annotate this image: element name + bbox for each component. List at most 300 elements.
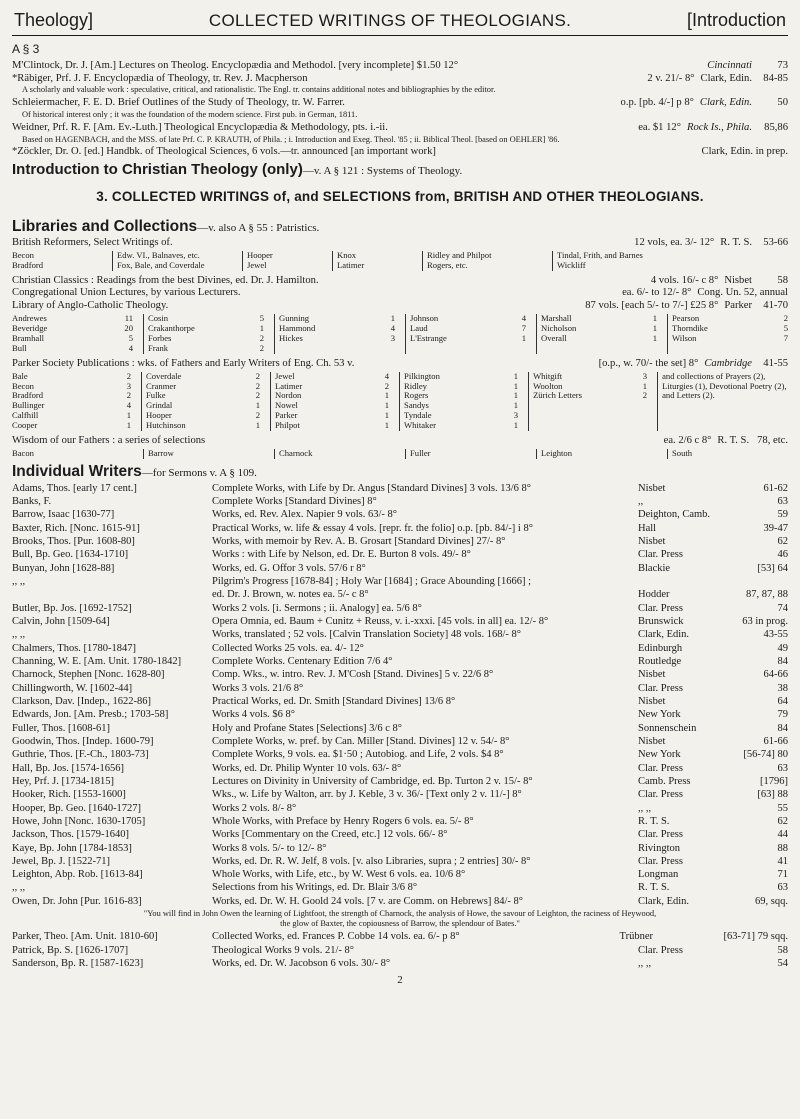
author-works bbox=[212, 642, 788, 655]
volume-name: Nordon bbox=[275, 390, 302, 401]
works-page: 59 bbox=[777, 509, 788, 521]
volume-name: Hooper bbox=[146, 410, 172, 421]
entry-publisher: Cambridge bbox=[704, 357, 752, 369]
volume-count: 11 bbox=[124, 313, 133, 324]
works-description: Works, ed. G. Offor 3 vols. 57/6 r 8° bbox=[212, 562, 366, 574]
volume-name: Philpot bbox=[275, 420, 300, 431]
volume-name: Beveridge bbox=[12, 323, 48, 334]
entry-body: Weidner, Prf. R. F. [Am. Ev.-Luth.] Theological Encyclopædia & Methodology, pts. i.-ii. bbox=[12, 121, 388, 133]
volume-count: 4 bbox=[521, 313, 526, 324]
anglo-catholic-volumes bbox=[12, 314, 788, 354]
running-header bbox=[12, 10, 788, 35]
author-name: Chalmers, Thos. [1780-1847] bbox=[12, 642, 137, 654]
volume-item bbox=[12, 344, 133, 354]
entry-publisher: Clark, Edin. bbox=[700, 72, 752, 84]
works-description: Works, ed. Dr. W. H. Goold 24 vols. [7 v. are Comm. on Hebrews] 84/- 8° bbox=[212, 895, 523, 907]
volume-name: Forbes bbox=[148, 333, 172, 344]
owen-quote bbox=[12, 909, 788, 928]
entry-publisher: Nisbet bbox=[724, 274, 752, 286]
works-description: Works 3 vols. 21/6 8° bbox=[212, 682, 304, 694]
volume-name: Whitgift bbox=[533, 370, 563, 381]
works-publisher: R. T. S. bbox=[638, 815, 670, 827]
author-name: Guthrie, Thos. [F.-Ch., 1803-73] bbox=[12, 749, 149, 761]
volume-name: Bull bbox=[12, 342, 27, 353]
works-page: 63 bbox=[777, 762, 788, 774]
works-description: Works 8 vols. 5/- to 12/- 8° bbox=[212, 842, 327, 854]
author-name: Calvin, John [1509-64] bbox=[12, 615, 110, 627]
works-description: Opera Omnia, ed. Baum + Cunitz + Reuss, v. i.-xxxi. [45 vols. in all] ea. 12/- 8° bbox=[212, 615, 549, 627]
volume-name: Whitaker bbox=[404, 420, 437, 431]
volume-item: Knox bbox=[337, 249, 357, 260]
works-description: Holy and Profane States [Selections] 3/6 c 8° bbox=[212, 722, 402, 734]
works-publisher bbox=[638, 575, 742, 588]
volume-count: 4 bbox=[390, 323, 395, 334]
works-description: Works 2 vols. [i. Sermons ; ii. Analogy] ea. 5/6 8° bbox=[212, 602, 422, 614]
works-publisher: Clar. Press bbox=[638, 602, 683, 614]
british-reformers-volumes bbox=[12, 251, 788, 271]
author-works bbox=[212, 944, 788, 957]
author-works bbox=[212, 802, 788, 815]
parker-society-entry bbox=[12, 358, 788, 371]
volume-count: 1 bbox=[255, 420, 261, 431]
volume-name: Andrewes bbox=[12, 313, 47, 324]
author-name: Chillingworth, W. [1602-44] bbox=[12, 682, 133, 694]
volume-item bbox=[533, 391, 647, 401]
entry bbox=[12, 97, 788, 110]
entry bbox=[12, 146, 788, 159]
volume-count: 1 bbox=[652, 313, 657, 324]
author-works bbox=[212, 588, 788, 601]
volume-column bbox=[528, 372, 647, 431]
volume-name: Parker bbox=[275, 410, 298, 421]
works-description: Wks., w. Life by Walton, arr. by J. Keble, 3 v. 36/- [Text only 2 v. 11/-] 8° bbox=[212, 789, 522, 801]
volume-count: 2 bbox=[255, 370, 261, 381]
volume-name: Sandys bbox=[404, 400, 429, 411]
works-page: [53] 64 bbox=[757, 562, 788, 574]
works-page: 64 bbox=[777, 695, 788, 707]
volume-name: Calfhill bbox=[12, 410, 39, 421]
volume-name: Crakanthorpe bbox=[148, 323, 195, 334]
author-works bbox=[212, 775, 788, 788]
author-works bbox=[212, 615, 788, 628]
volume-count: 3 bbox=[126, 380, 132, 391]
section-3-title: 3. COLLECTED WRITINGS of, and SELECTIONS from, BRITISH AND OTHER THEOLOGIANS. bbox=[96, 189, 704, 205]
author-name bbox=[12, 588, 212, 601]
volume-name: Bullinger bbox=[12, 400, 45, 411]
works-page: 88 bbox=[777, 842, 788, 854]
author-works bbox=[212, 535, 788, 548]
entry-note: Based on HAGENBACH, and the MSS. of late Prf. C. P. KRAUTH, of Phila. ; i. Introduction and Exeg. Theol. '85 ; ii. Biblical Theol. [based on OEHLER] '86. bbox=[22, 134, 560, 144]
works-page: 55 bbox=[777, 802, 788, 814]
works-description: ed. Dr. J. Brown, w. notes ea. 5/- c 8° bbox=[212, 589, 369, 601]
volume-count: 1 bbox=[126, 410, 132, 421]
author-works bbox=[212, 855, 788, 868]
volume-count: 4 bbox=[126, 400, 132, 411]
volume-name: Zürich Letters bbox=[533, 390, 582, 401]
works-description: Works, ed. Dr. W. Jacobson 6 vols. 30/- 8° bbox=[212, 958, 391, 970]
entry-page: 50 bbox=[777, 97, 788, 109]
volume-name: Nowel bbox=[275, 400, 298, 411]
volume-name: Coverdale bbox=[146, 370, 182, 381]
volume-count: 1 bbox=[642, 380, 648, 391]
author-name: Hooker, Rich. [1553-1600] bbox=[12, 789, 126, 801]
volume-count: 5 bbox=[783, 323, 788, 334]
author-name: Patrick, Bp. S. [1626-1707] bbox=[12, 944, 129, 956]
author-works bbox=[212, 495, 788, 508]
volume-name: Fulke bbox=[146, 390, 166, 401]
volume-name: Ridley bbox=[404, 380, 427, 391]
entry-publisher: Parker bbox=[724, 300, 752, 312]
author-name: ,, ,, bbox=[12, 882, 26, 894]
volume-count: 2 bbox=[783, 313, 788, 324]
author-name: Charnock, Stephen [Nonc. 1628-80] bbox=[12, 669, 165, 681]
volume-item: Barrow bbox=[143, 449, 264, 459]
anglo-catholic-entry bbox=[12, 300, 788, 313]
author-works bbox=[212, 682, 788, 695]
works-page bbox=[742, 575, 788, 588]
volume-item bbox=[275, 421, 389, 431]
author-name: Hey, Prf. J. [1734-1815] bbox=[12, 775, 114, 787]
works-publisher: ,, bbox=[638, 495, 644, 507]
volume-count: 7 bbox=[521, 323, 526, 334]
author-name: Butler, Bp. Jos. [1692-1752] bbox=[12, 602, 132, 614]
introduction-ref: —v. A § 121 : Systems of Theology. bbox=[302, 165, 463, 178]
introduction-title: Introduction to Christian Theology (only) bbox=[12, 161, 303, 179]
works-publisher: Rivington bbox=[638, 842, 681, 854]
author-name: Hall, Bp. Jos. [1574-1656] bbox=[12, 762, 124, 774]
entry-price: ea. $1 12° bbox=[638, 121, 681, 133]
entry-page: 53-66 bbox=[763, 236, 788, 248]
volume-name: Jewel bbox=[275, 370, 295, 381]
libraries-heading bbox=[12, 218, 788, 237]
works-description: Works, with memoir by Rev. A. B. Grosart [Standard Divines] 27/- 8° bbox=[212, 535, 506, 547]
volume-item bbox=[541, 334, 657, 344]
author-name: Adams, Thos. [early 17 cent.] bbox=[12, 482, 137, 494]
volume-name: Latimer bbox=[275, 380, 303, 391]
volume-name: Overall bbox=[541, 333, 567, 344]
volume-item: Rogers, etc. bbox=[427, 259, 468, 270]
works-description: Works, ed. Rev. Alex. Napier 9 vols. 63/- 8° bbox=[212, 509, 397, 521]
works-publisher: Hall bbox=[638, 522, 657, 534]
author-works bbox=[212, 748, 788, 761]
works-publisher: Clar. Press bbox=[638, 829, 683, 841]
volume-item bbox=[148, 344, 264, 354]
author-works bbox=[212, 602, 788, 615]
volume-name: Becon bbox=[12, 380, 34, 391]
volume-name: Rogers bbox=[404, 390, 429, 401]
entry-price: ea. 6/- to 12/- 8° bbox=[622, 287, 692, 299]
volume-name: Woolton bbox=[533, 380, 563, 391]
volume-column bbox=[332, 251, 412, 271]
entry-note: Of historical interest only ; it was the foundation of the modern science. First pub. in German, 1811. bbox=[22, 110, 358, 119]
works-page: 71 bbox=[777, 869, 788, 881]
volume-name: Nicholson bbox=[541, 323, 577, 334]
entry-page: 78, etc. bbox=[757, 434, 788, 446]
volume-count: 1 bbox=[652, 323, 657, 334]
entry-page: 84-85 bbox=[763, 72, 788, 84]
volume-column bbox=[274, 314, 395, 354]
author-works bbox=[212, 828, 788, 841]
works-page: 84 bbox=[777, 655, 788, 667]
volume-column bbox=[12, 314, 133, 354]
volume-item: Bacon bbox=[12, 447, 34, 458]
works-publisher: New York bbox=[638, 709, 681, 721]
author-name: Goodwin, Thos. [Indep. 1600-79] bbox=[12, 735, 154, 747]
works-page: 41 bbox=[777, 855, 788, 867]
libraries-ref: —v. also A § 55 : Patristics. bbox=[197, 221, 320, 234]
volume-count: 1 bbox=[126, 420, 132, 431]
author-name: Bunyan, John [1628-88] bbox=[12, 562, 115, 574]
header-center: COLLECTED WRITINGS OF THEOLOGIANS. bbox=[208, 11, 572, 31]
individual-writers-heading bbox=[12, 463, 788, 482]
volume-item: Jewel bbox=[247, 259, 267, 270]
wisdom-volumes bbox=[12, 449, 788, 459]
works-page: 54 bbox=[777, 958, 788, 970]
volume-column bbox=[141, 372, 260, 431]
entry-page: 58 bbox=[777, 274, 788, 286]
works-description: Works, translated ; 52 vols. [Calvin Translation Society] 48 vols. 168/- 8° bbox=[212, 629, 522, 641]
works-description: Collected Works 25 vols. ea. 4/- 12° bbox=[212, 642, 364, 654]
volume-count: 2 bbox=[126, 390, 132, 401]
volume-column bbox=[536, 314, 657, 354]
works-publisher: Trübner bbox=[619, 931, 653, 943]
works-page: [63-71] 79 sqq. bbox=[723, 931, 788, 943]
author-name: Edwards, Jon. [Am. Presb.; 1703-58] bbox=[12, 709, 169, 721]
works-publisher: Clar. Press bbox=[638, 549, 683, 561]
author-name: Sanderson, Bp. R. [1587-1623] bbox=[12, 958, 144, 970]
volume-item: Latimer bbox=[337, 259, 365, 270]
author-name: Howe, John [Nonc. 1630-1705] bbox=[12, 815, 146, 827]
volume-count: 3 bbox=[642, 370, 648, 381]
entry-body: Parker Society Publications : wks. of Fathers and Early Writers of Eng. Ch. 53 v. bbox=[12, 357, 355, 369]
volume-item bbox=[146, 421, 260, 431]
entry-page: 85,86 bbox=[764, 121, 788, 133]
volume-count: 1 bbox=[255, 400, 261, 411]
works-page: 61-62 bbox=[763, 482, 788, 494]
works-page: [1796] bbox=[760, 775, 788, 787]
volume-item: Bradford bbox=[12, 259, 44, 270]
works-publisher: Deighton, Camb. bbox=[638, 509, 711, 521]
volume-count: 1 bbox=[384, 400, 390, 411]
volume-item: Charnock bbox=[274, 449, 395, 459]
volume-count: 2 bbox=[642, 390, 648, 401]
entry-price: 2 v. 21/- 8° bbox=[647, 72, 695, 84]
volume-count: 1 bbox=[652, 333, 657, 344]
page-number: 2 bbox=[397, 974, 403, 987]
volume-item bbox=[404, 421, 518, 431]
volume-count: 7 bbox=[783, 333, 788, 344]
works-publisher: Routledge bbox=[638, 655, 682, 667]
works-page: 62 bbox=[777, 815, 788, 827]
works-publisher: Sonnenschein bbox=[638, 722, 697, 734]
entry-publisher: Clark, Edin. bbox=[699, 97, 752, 109]
volume-count: 5 bbox=[259, 313, 264, 324]
works-description: Whole Works, with Preface by Henry Rogers 6 vols. ea. 5/- 8° bbox=[212, 815, 474, 827]
works-description: Whole Works, with Life, etc., by W. West 6 vols. ea. 10/6 8° bbox=[212, 869, 466, 881]
works-description: Complete Works, 9 vols. ea. $1·50 ; Autobiog. and Life, 2 vols. $4 8° bbox=[212, 749, 504, 761]
works-page: 62 bbox=[777, 535, 788, 547]
entry-page: 41-55 bbox=[763, 357, 788, 369]
author-list bbox=[12, 482, 788, 909]
volume-name: Tyndale bbox=[404, 410, 432, 421]
volume-name: Hickes bbox=[279, 333, 303, 344]
author-name: Brooks, Thos. [Pur. 1608-80] bbox=[12, 535, 135, 547]
works-description: Comp. Wks., w. intro. Rev. J. M'Cosh [Stand. Divines] 5 v. 22/6 8° bbox=[212, 669, 494, 681]
works-page: 38 bbox=[777, 682, 788, 694]
entry bbox=[12, 60, 788, 73]
works-description: Complete Works, with Life by Dr. Angus [Standard Divines] 3 vols. 13/6 8° bbox=[212, 482, 532, 494]
volume-count: 20 bbox=[124, 323, 133, 334]
volume-name: Laud bbox=[410, 323, 428, 334]
entry-publisher: Rock Is., Phila. bbox=[686, 121, 752, 133]
author-works bbox=[212, 930, 788, 943]
volume-item: Edw. VI., Balnaves, etc. bbox=[117, 249, 200, 260]
works-publisher: R. T. S. bbox=[638, 882, 670, 894]
volume-name: Pilkington bbox=[404, 370, 440, 381]
author-works bbox=[212, 957, 788, 970]
volume-count: 1 bbox=[390, 313, 395, 324]
works-publisher: Nisbet bbox=[638, 482, 666, 494]
volume-name: Wilson bbox=[672, 333, 697, 344]
works-publisher: Longman bbox=[638, 869, 679, 881]
individual-title: Individual Writers bbox=[12, 462, 142, 480]
works-page: 64-66 bbox=[763, 669, 788, 681]
works-publisher: Clark, Edin. bbox=[638, 895, 690, 907]
british-reformers-entry bbox=[12, 237, 788, 250]
catalogue-page bbox=[12, 0, 788, 988]
works-description: Works 4 vols. $6 8° bbox=[212, 709, 295, 721]
volume-count: 1 bbox=[513, 380, 519, 391]
entry-publisher: R. T. S. bbox=[720, 236, 752, 248]
parker-society-volumes bbox=[12, 372, 788, 431]
volume-count: 2 bbox=[126, 370, 132, 381]
author-name: ,, ,, bbox=[12, 629, 26, 641]
works-description: Works [Commentary on the Creed, etc.] 12 vols. 66/- 8° bbox=[212, 829, 448, 841]
volume-count: 4 bbox=[384, 370, 390, 381]
works-publisher: Nisbet bbox=[638, 535, 666, 547]
volume-column bbox=[242, 251, 322, 271]
works-page: 49 bbox=[777, 642, 788, 654]
volume-name: Hammond bbox=[279, 323, 316, 334]
author-works bbox=[212, 562, 788, 575]
quote-line: the glow of Baxter, the copiousness of Barrow, the splendour of Bates." bbox=[280, 918, 520, 928]
works-page: 43-55 bbox=[763, 629, 788, 641]
volume-column bbox=[405, 314, 526, 354]
entry-price: [o.p., w. 70/- the set] 8° bbox=[598, 357, 699, 369]
author-name: Parker, Theo. [Am. Unit. 1810-60] bbox=[12, 931, 158, 943]
works-page: 87, 87, 88 bbox=[746, 589, 788, 601]
volume-item: Fox, Bale, and Coverdale bbox=[117, 259, 205, 270]
entry-publisher: Cincinnati bbox=[707, 59, 752, 71]
quote-line: "You will find in John Owen the learning of Lightfoot, the strength of Charnock, the analysis of Howe, the savour of Leighton, the raciness of Heywood, bbox=[143, 909, 657, 919]
volume-item: South bbox=[667, 449, 788, 459]
works-description: Complete Works [Standard Divines] 8° bbox=[212, 495, 377, 507]
author-works bbox=[212, 881, 788, 894]
volume-name: Frank bbox=[148, 342, 169, 353]
entry bbox=[12, 73, 788, 86]
volume-column bbox=[422, 251, 542, 271]
works-description: Works : with Life by Nelson, ed. Dr. E. Burton 8 vols. 49/- 8° bbox=[212, 549, 471, 561]
author-name: Barrow, Isaac [1630-77] bbox=[12, 509, 115, 521]
works-description: Lectures on Divinity in University of Cambridge, ed. Bp. Turton 2 v. 15/- 8° bbox=[212, 775, 533, 787]
volume-count: 1 bbox=[384, 410, 390, 421]
works-publisher: ,, ,, bbox=[638, 958, 652, 970]
volume-column bbox=[270, 372, 389, 431]
works-page: 63 bbox=[777, 495, 788, 507]
entry-price: o.p. [pb. 4/-] p 8° bbox=[620, 97, 694, 109]
volume-column bbox=[667, 314, 788, 354]
author-name: Kaye, Bp. John [1784-1853] bbox=[12, 842, 132, 854]
entry-body: Congregational Union Lectures, by various Lecturers. bbox=[12, 287, 241, 299]
works-publisher: ,, ,, bbox=[638, 802, 652, 814]
author-works bbox=[212, 695, 788, 708]
entry-publisher: R. T. S. bbox=[717, 434, 750, 446]
volume-name: Pearson bbox=[672, 313, 700, 324]
author-works bbox=[212, 628, 788, 641]
works-publisher: Camb. Press bbox=[638, 775, 691, 787]
author-works bbox=[212, 895, 788, 908]
entry-price: ea. 2/6 c 8° bbox=[663, 434, 712, 446]
introduction-heading bbox=[12, 161, 788, 179]
volume-count: 1 bbox=[513, 370, 519, 381]
section-mark: A § 3 bbox=[12, 41, 40, 56]
author-works bbox=[212, 522, 788, 535]
volume-item: Ridley and Philpot bbox=[427, 249, 492, 260]
volume-column bbox=[12, 372, 131, 431]
header-rule bbox=[12, 35, 788, 36]
author-name: Fuller, Thos. [1608-61] bbox=[12, 722, 110, 734]
volume-count: 1 bbox=[521, 333, 526, 344]
volume-column bbox=[112, 251, 232, 271]
entry-body: British Reformers, Select Writings of. bbox=[12, 236, 173, 248]
author-works bbox=[212, 722, 788, 735]
works-page: 61-66 bbox=[763, 735, 788, 747]
volume-name: Johnson bbox=[410, 313, 439, 324]
works-page: 63 bbox=[777, 882, 788, 894]
author-name: Leighton, Abp. Rob. [1613-84] bbox=[12, 869, 143, 881]
volume-count: 1 bbox=[384, 420, 390, 431]
collections-note: and collections of Prayers (2), Liturgies (1), Devotional Poetry (2), and Letters (2). bbox=[657, 372, 788, 431]
volume-name: Bradford bbox=[12, 390, 44, 401]
entry-body: M'Clintock, Dr. J. [Am.] Lectures on Theolog. Encyclopædia and Methodol. [very incomplete] $1.50 12° bbox=[12, 59, 459, 71]
volume-count: 5 bbox=[128, 333, 133, 344]
entry-price: 12 vols, ea. 3/- 12° bbox=[634, 236, 715, 248]
works-publisher: Nisbet bbox=[638, 669, 666, 681]
works-page: 69, sqq. bbox=[755, 895, 788, 907]
volume-count: 3 bbox=[513, 410, 519, 421]
volume-column bbox=[12, 251, 102, 271]
works-page: 58 bbox=[777, 944, 788, 956]
entry-page: 41-70 bbox=[763, 300, 788, 312]
volume-column bbox=[143, 314, 264, 354]
author-works bbox=[212, 788, 788, 801]
works-publisher: Clar. Press bbox=[638, 789, 683, 801]
volume-name: Thorndike bbox=[672, 323, 708, 334]
author-name: Hooper, Bp. Geo. [1640-1727] bbox=[12, 802, 142, 814]
volume-item: Leighton bbox=[536, 449, 657, 459]
author-works bbox=[212, 575, 788, 588]
author-works bbox=[212, 708, 788, 721]
volume-count: 2 bbox=[259, 342, 264, 353]
author-name: Channing, W. E. [Am. Unit. 1780-1842] bbox=[12, 655, 182, 667]
entry-price: 4 vols. 16/- c 8° bbox=[650, 274, 719, 286]
entry-note: A scholarly and valuable work : speculative, critical, and rationalistic. The Engl. tr. contains additional notes and bibliographies by the editor. bbox=[22, 85, 496, 95]
header-right: [Introduction bbox=[686, 10, 786, 30]
works-publisher: New York bbox=[638, 749, 681, 761]
works-publisher: Brunswick bbox=[638, 615, 684, 627]
works-publisher: Clar. Press bbox=[638, 855, 683, 867]
works-page: 63 in prog. bbox=[742, 615, 788, 627]
